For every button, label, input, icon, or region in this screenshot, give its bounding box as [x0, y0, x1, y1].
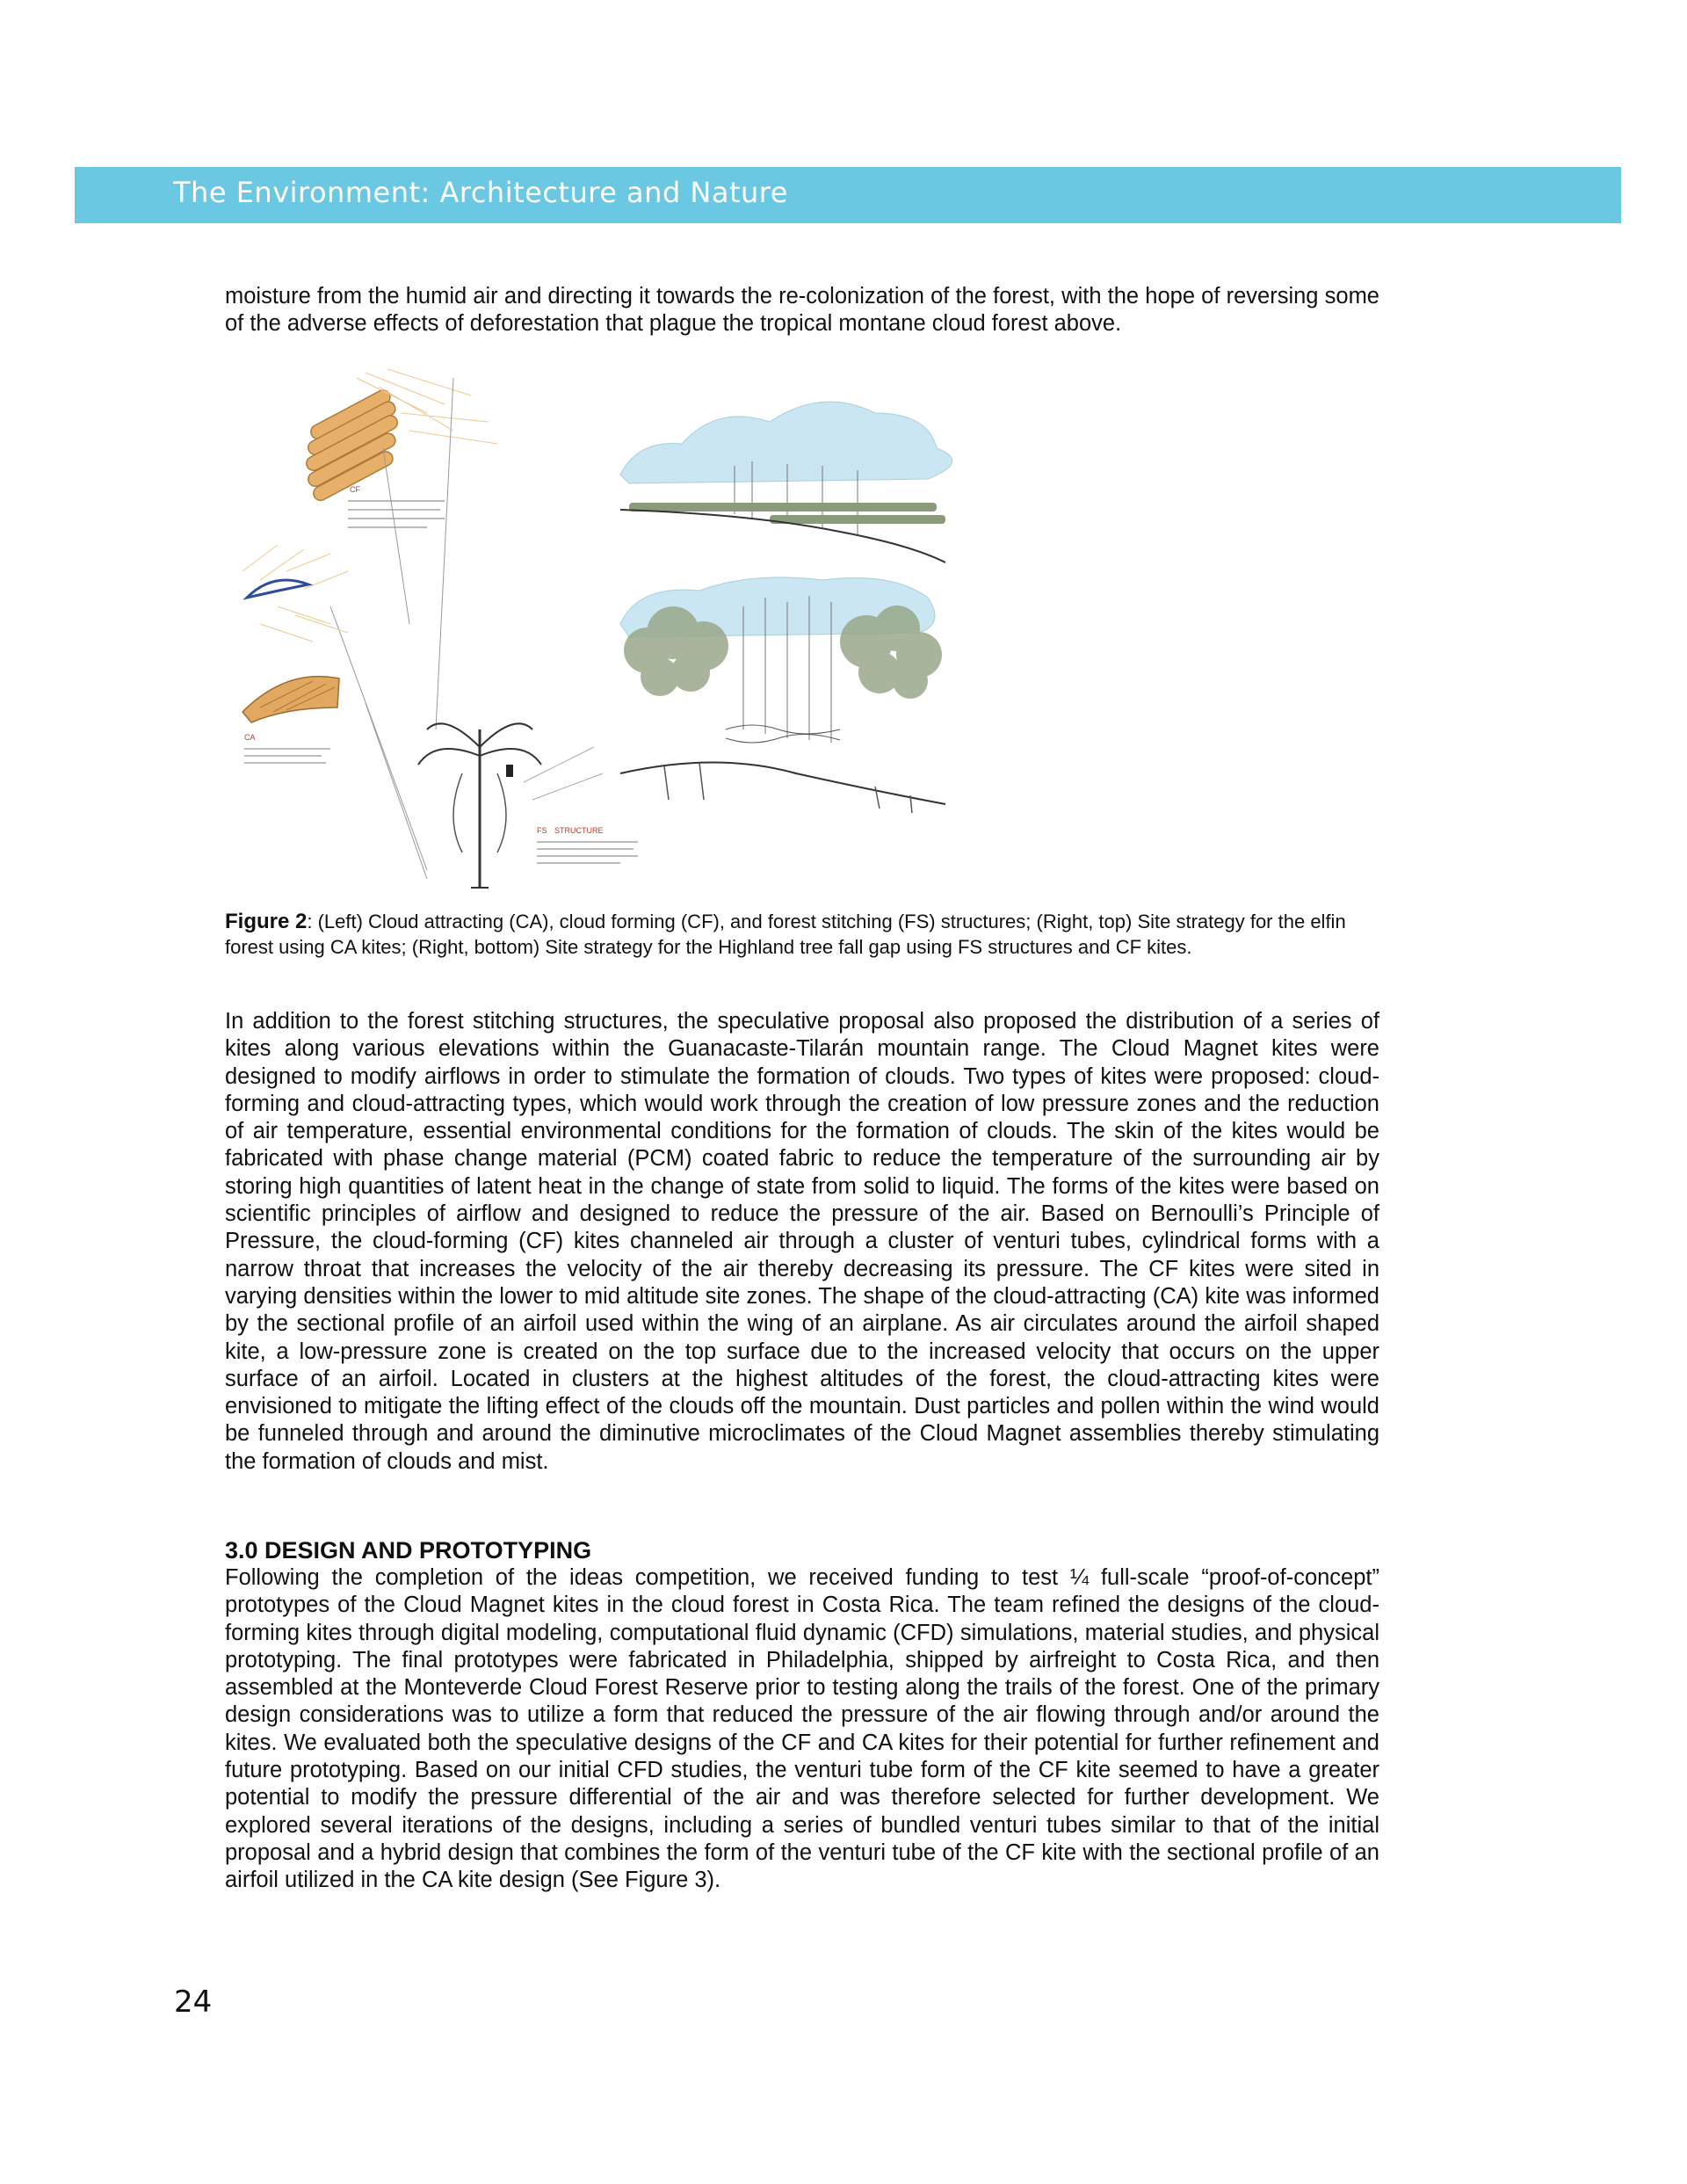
- section-paragraph: Following the completion of the ideas competition, we received funding to test ¼ full-scale “proof-of-concept” prototypes of the Cloud Magnet kites in the cloud forest in Costa Rica. The team refined the designs of the cloud-forming kites through digital modeling, computational fluid dynamic (CFD) simulations, material studies, and physical prototyping. The final prototypes were fabricated in Philadelphia, shipped by airfreight to Costa Rica, and then assembled at the Monteverde Cloud Forest Reserve prior to testing along the trails of the forest. One of the primary design considerations was to utilize a form that reduced the pressure of the air flowing through and/or around the kites. We evaluated both the speculative designs of the CF and CA kites for their potential for further refinement and future prototyping. Based on our initial CFD studies, the venturi tube form of the CF kite seemed to have a greater potential to modify the pressure differential of the air and was therefore selected for further development. We explored several iterations of the designs, including a series of bundled venturi tubes similar to that of the initial proposal and a hybrid design that combines the form of the venturi tube of the CF kite with the sectional profile of an airfoil utilized in the CA kite design (See Figure 3).: [225, 1565, 1379, 1893]
- fs-structure-drawing: [418, 723, 638, 888]
- label-cf: CF: [350, 485, 360, 494]
- intro-paragraph: moisture from the humid air and directing it towards the re-colonization of the forest, with the hope of reversing some of the adverse effects of deforestation that plague the tropical montane cloud forest above.: [225, 284, 1379, 337]
- left-panel-kites: [243, 369, 638, 888]
- figure-2-illustration: [225, 360, 1379, 896]
- label-fs: FS: [537, 826, 547, 835]
- label-ca: CA: [244, 733, 256, 742]
- header-title: The Environment: Architecture and Nature: [173, 176, 788, 209]
- section-heading: 3.0 DESIGN AND PROTOTYPING: [225, 1537, 592, 1564]
- figure-2: [225, 360, 1379, 896]
- body-paragraph: In addition to the forest stitching structures, the speculative proposal also proposed the distribution of a series of kites along various elevations within the Guanacaste-Tilarán mountain range. The Cloud Magnet kites were designed to modify airflows in order to stimulate the formation of clouds. Two types of kites were proposed: cloud-forming and cloud-attracting types, which would work through the creation of low pressure zones and the reduction of air temperature, essential environmental conditions for the formation of clouds. The skin of the kites would be fabricated with phase change material (PCM) coated fabric to reduce the temperature of the surrounding air by storing high quantities of latent heat in the change of state from solid to liquid. The forms of the kites were based on scientific principles of airflow and designed to reduce the pressure of the air. Based on Bernoulli’s Principle of Pressure, the cloud-forming (CF) kites channeled air through a cluster of venturi tubes, cylindrical forms with a narrow throat that increases the velocity of the air thereby decreasing its pressure. The CF kites were sited in varying densities within the lower to mid altitude site zones. The shape of the cloud-attracting (CA) kite was informed by the sectional profile of an airfoil used within the wing of an airplane. As air circulates around the airfoil shaped kite, a low-pressure zone is created on the top surface due to the increased velocity that occurs on the upper surface of an airfoil. Located in clusters at the highest altitudes of the forest, the cloud-attracting kites were envisioned to mitigate the lifting effect of the clouds off the mountain. Dust particles and pollen within the wind would be funneled through and around the diminutive microclimates of the Cloud Magnet assemblies thereby stimulating the formation of clouds and mist.: [225, 1009, 1379, 1474]
- right-bottom-site-strategy: [620, 577, 945, 813]
- ca-kite-drawing: [243, 545, 348, 642]
- right-top-site-strategy: [620, 402, 952, 562]
- label-structure: STRUCTURE: [554, 826, 604, 835]
- figure-2-caption: [225, 909, 1379, 960]
- fs-kite-drawing: [243, 677, 339, 763]
- caption-text: : (Left) Cloud attracting (CA), cloud forming (CF), and forest stitching (FS) structures; (Right, top) Site strategy for the elfin forest using CA kites; (Right, bottom) Site strategy for the Highland tree fall gap using FS structures and CF kites.: [225, 911, 1346, 958]
- cf-kite-drawing: [304, 369, 497, 527]
- header-band: [75, 167, 1621, 223]
- page-number: 24: [174, 1984, 213, 2020]
- caption-label: Figure 2: [225, 910, 308, 933]
